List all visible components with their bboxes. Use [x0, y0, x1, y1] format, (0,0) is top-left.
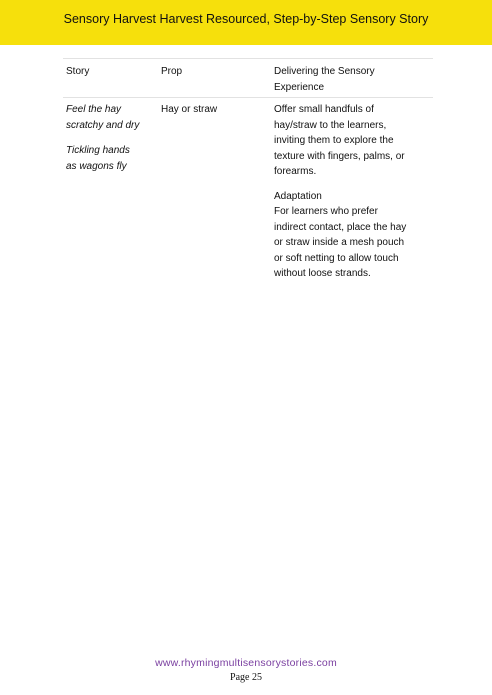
- column-header-delivering: Delivering the Sensory Experience: [274, 66, 375, 93]
- column-header-prop: Prop: [161, 66, 183, 77]
- adaptation-heading: Adaptation: [274, 190, 322, 202]
- story-verse-2: Tickling hands as wagons fly: [66, 145, 130, 172]
- table-row-story-cell: [66, 102, 158, 174]
- story-verse-1: Feel the hay scratchy and dry: [66, 104, 140, 131]
- footer-website-link[interactable]: www.rhymingmultisensorystories.com: [155, 657, 337, 669]
- table-row-prop-cell: Hay or straw: [161, 104, 218, 115]
- table-header-rule: [63, 97, 433, 98]
- adaptation-text: For learners who prefer indirect contact, place the hay or straw inside a mesh pouch or soft netting to allow touch without loose strands.: [274, 206, 407, 279]
- page-title: Sensory Harvest Harvest Resourced, Step-by-Step Sensory Story: [63, 12, 429, 26]
- table-top-rule: [63, 58, 433, 59]
- delivering-text: Offer small handfuls of hay/straw to the learners, inviting them to explore the texture with fingers, palms, or forearms.: [274, 104, 405, 177]
- page-number: Page 25: [230, 672, 262, 683]
- table-row-delivering-cell: [274, 102, 432, 282]
- column-header-story: Story: [66, 66, 90, 77]
